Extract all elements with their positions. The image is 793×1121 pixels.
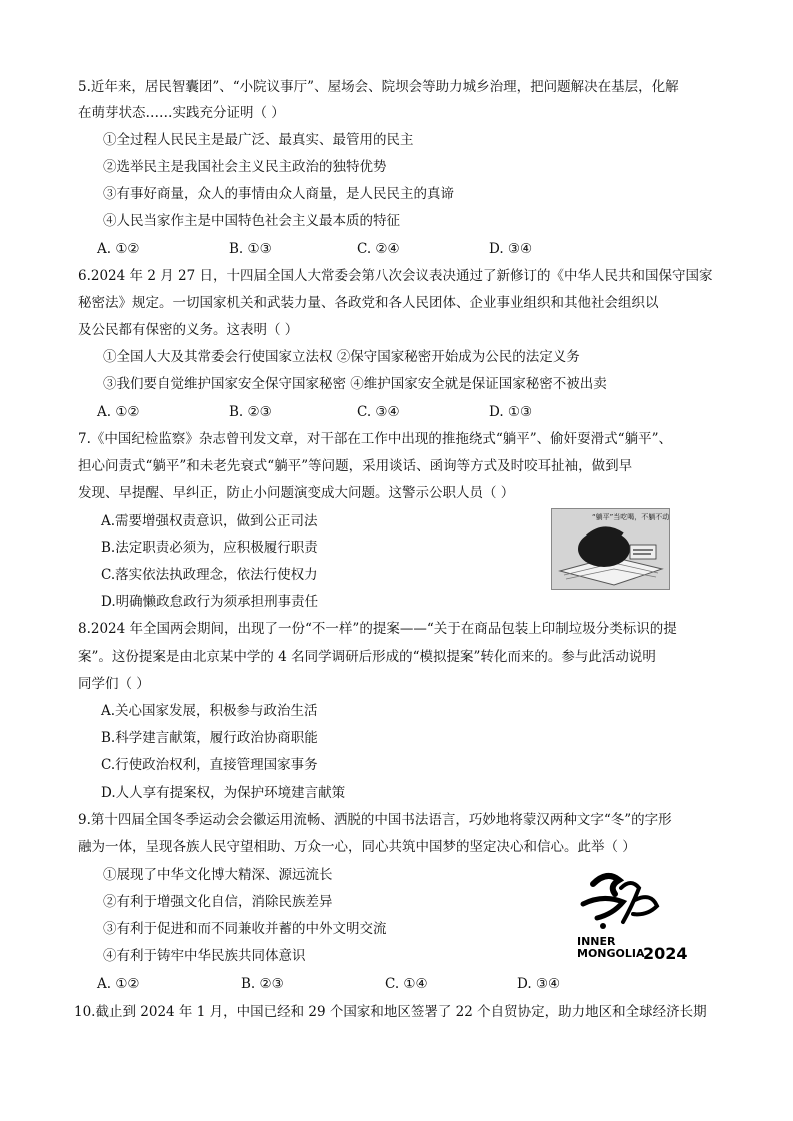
q8-stem-line2: 案”。这份提案是由北京某中学的 4 名同学调研后形成的“模拟提案”转化而来的。参与此活动说明 bbox=[78, 649, 656, 665]
q5-stem-line2: 在萌芽状态……实践充分证明（ ） bbox=[78, 105, 285, 121]
q9-item-2: ②有利于增强文化自信，消除民族差异 bbox=[103, 894, 333, 910]
q8-stem-line3: 同学们（ ） bbox=[78, 676, 150, 692]
q9-stem-line2: 融为一体，呈现各族人民守望相助、万众一心，同心共筑中国梦的坚定决心和信心。此举（ ） bbox=[78, 839, 636, 855]
q5-stem-line1: 5.近年来，居民智囊团”、“小院议事厅”、屋场会、院坝会等助力城乡治理，把问题解决在基层，化解 bbox=[78, 79, 679, 95]
q7-stem-line3: 发现、早提醒、早纠正，防止小问题演变成大问题。这警示公职人员（ ） bbox=[78, 485, 515, 501]
calligraphy-emblem-icon bbox=[573, 864, 693, 934]
q9-option-b[interactable]: B. ②③ bbox=[241, 976, 284, 992]
q6-option-b[interactable]: B. ②③ bbox=[229, 404, 272, 420]
q10-stem-line1: 10.截止到 2024 年 1 月，中国已经和 29 个国家和地区签署了 22 个自贸协定，助力地区和全球经济长期 bbox=[74, 1004, 707, 1020]
logo-year: 2024 bbox=[643, 944, 688, 963]
logo-text bbox=[577, 936, 645, 960]
q9-item-1: ①展现了中华文化博大精深、源远流长 bbox=[103, 867, 333, 883]
q8-option-b[interactable]: B.科学建言献策，履行政治协商职能 bbox=[101, 730, 318, 746]
q6-options bbox=[97, 403, 532, 421]
q5-item-3: ③有事好商量，众人的事情由众人商量，是人民民主的真谛 bbox=[103, 186, 454, 202]
q5-item-2: ②选举民主是我国社会主义民主政治的独特优势 bbox=[103, 159, 387, 175]
q8-stem-line1: 8.2024 年全国两会期间，出现了一份“不一样”的提案——“关于在商品包装上印制垃圾分类标识的提 bbox=[78, 621, 677, 637]
q5-item-1: ①全过程人民民主是最广泛、最真实、最管用的民主 bbox=[103, 132, 414, 148]
q6-stem-line2: 秘密法》规定。一切国家机关和武装力量、各政党和各人民团体、企业事业组织和其他社会组织以 bbox=[78, 295, 659, 311]
q6-item-row-1: ①全国人大及其常委会行使国家立法权 ②保守国家秘密开始成为公民的法定义务 bbox=[103, 349, 580, 365]
cartoon-illustration bbox=[552, 509, 669, 589]
q6-stem-line3: 及公民都有保密的义务。这表明（ ） bbox=[78, 322, 299, 338]
q7-option-d[interactable]: D.明确懒政怠政行为须承担刑事责任 bbox=[101, 594, 319, 610]
q6-option-d[interactable]: D. ①③ bbox=[489, 404, 533, 420]
cartoon-caption: “躺平”当吃喝，不躺不动 bbox=[592, 513, 670, 521]
q8-option-c[interactable]: C.行使政治权利，直接管理国家事务 bbox=[101, 757, 318, 773]
winter-games-logo bbox=[573, 864, 693, 964]
q7-option-a[interactable]: A.需要增强权责意识，做到公正司法 bbox=[101, 513, 318, 529]
q5-options bbox=[97, 240, 532, 258]
q9-stem-line1: 9.第十四届全国冬季运动会会徽运用流畅、洒脱的中国书法语言，巧妙地将蒙汉两种文字“冬”的字形 bbox=[78, 812, 672, 828]
q6-stem-line1: 6.2024 年 2 月 27 日，十四届全国人大常委会第八次会议表决通过了新修订的《中华人民共和国保守国家 bbox=[78, 268, 713, 284]
q9-options bbox=[97, 975, 560, 993]
q6-item-row-2: ③我们要自觉维护国家安全保守国家秘密 ④维护国家安全就是保证国家秘密不被出卖 bbox=[103, 376, 607, 392]
q9-option-a[interactable]: A. ①② bbox=[97, 976, 140, 992]
lying-flat-cartoon-image bbox=[551, 508, 670, 590]
q8-option-d[interactable]: D.人人享有提案权，为保护环境建言献策 bbox=[101, 785, 346, 801]
q5-item-4: ④人民当家作主是中国特色社会主义最本质的特征 bbox=[103, 213, 400, 229]
q7-stem-line1: 7.《中国纪检监察》杂志曾刊发文章，对干部在工作中出现的推拖绕式“躺平”、偷奸耍滑式“躺平”、 bbox=[78, 431, 672, 447]
q5-option-a[interactable]: A. ①② bbox=[97, 241, 140, 257]
q5-option-d[interactable]: D. ③④ bbox=[489, 241, 533, 257]
q9-option-d[interactable]: D. ③④ bbox=[517, 976, 561, 992]
q7-stem-line2: 担心问责式“躺平”和未老先衰式“躺平”等问题，采用谈话、函询等方式及时咬耳扯袖，做到早 bbox=[78, 458, 633, 474]
q9-item-4: ④有利于铸牢中华民族共同体意识 bbox=[103, 948, 306, 964]
q7-option-c[interactable]: C.落实依法执政理念，依法行使权力 bbox=[101, 567, 318, 583]
logo-text-line1: INNER bbox=[577, 935, 616, 948]
q9-item-3: ③有利于促进和而不同兼收并蓄的中外文明交流 bbox=[103, 921, 387, 937]
q6-option-c[interactable]: C. ③④ bbox=[357, 404, 400, 420]
q7-option-b[interactable]: B.法定职责必须为，应积极履行职责 bbox=[101, 540, 318, 556]
q9-option-c[interactable]: C. ①④ bbox=[385, 976, 428, 992]
q5-option-b[interactable]: B. ①③ bbox=[229, 241, 272, 257]
logo-text-line2: MONGOLIA bbox=[577, 947, 645, 960]
q6-option-a[interactable]: A. ①② bbox=[97, 404, 140, 420]
q5-option-c[interactable]: C. ②④ bbox=[357, 241, 400, 257]
q8-option-a[interactable]: A.关心国家发展，积极参与政治生活 bbox=[101, 703, 318, 719]
